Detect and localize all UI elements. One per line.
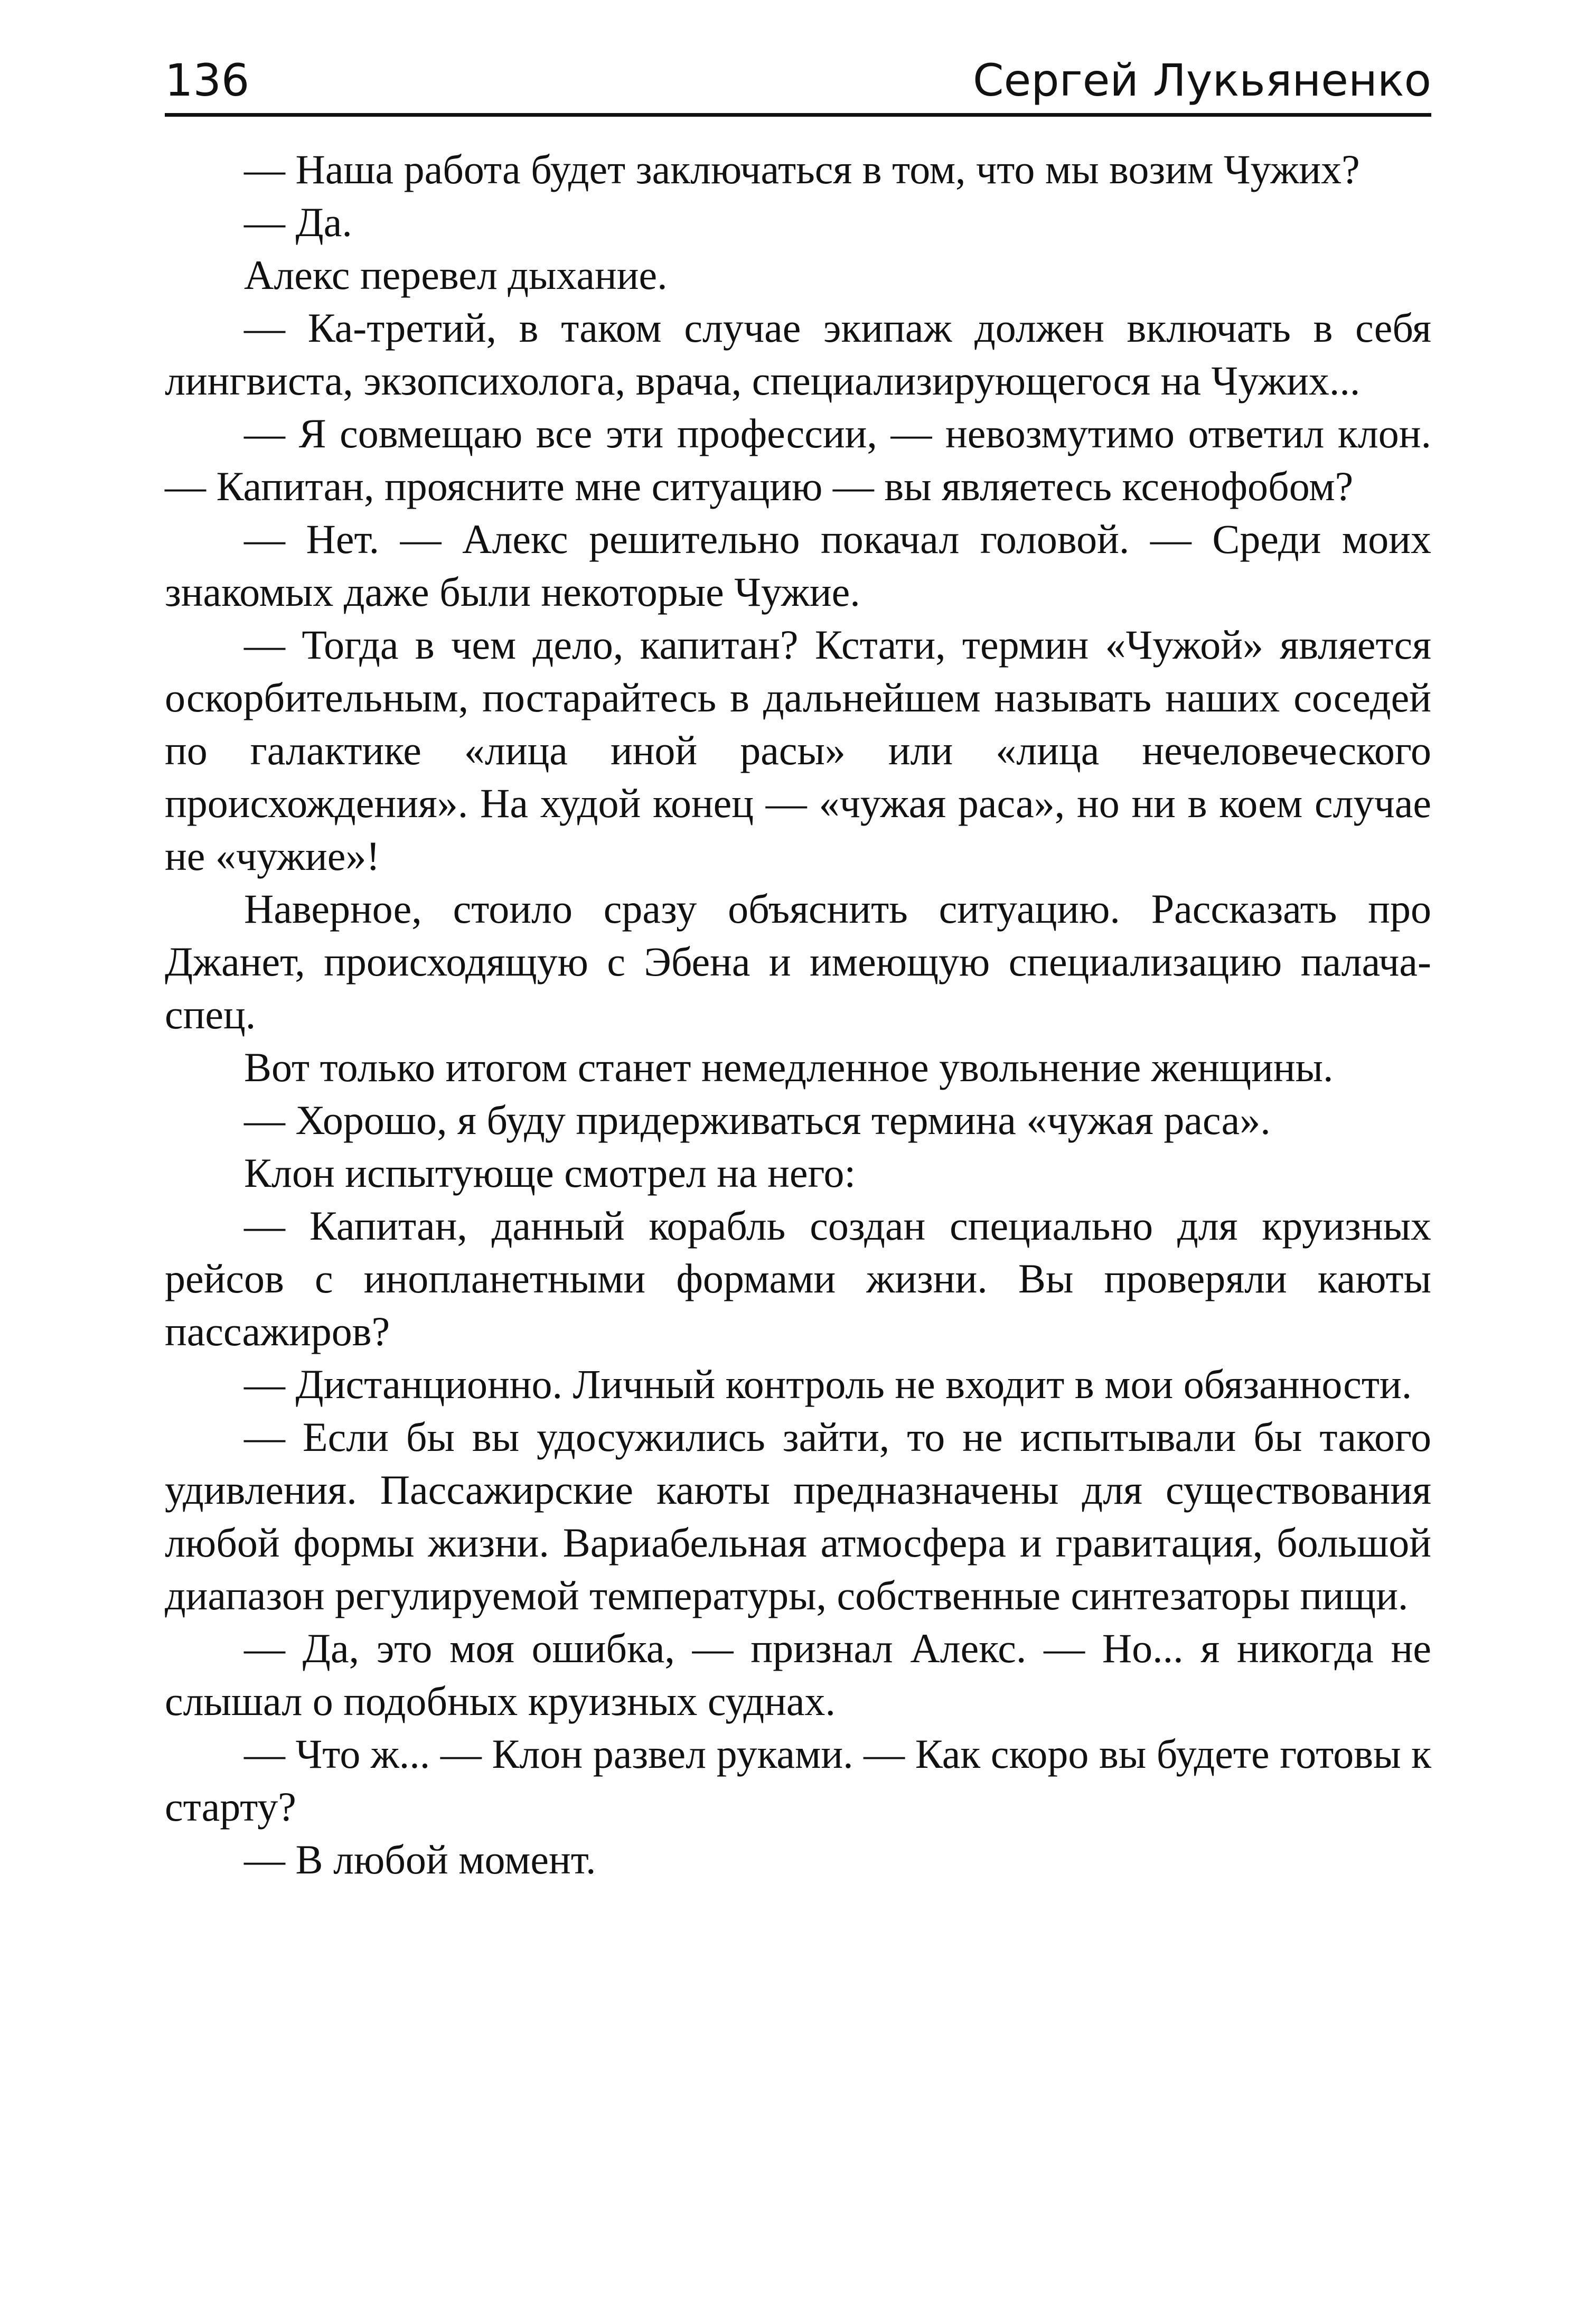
paragraph: Алекс перевел дыхание. <box>244 252 668 298</box>
paragraph: — Я совмещаю все эти профессии, — невозмутимо ответил клон. — Капитан, проясните мне ситуацию — вы являетесь ксенофобом? <box>165 410 1431 509</box>
paragraph: — Да. <box>244 199 352 245</box>
paragraph: Наверное, стоило сразу объяснить ситуацию. Рассказать про Джанет, происходящую с Эбена и имеющую специализацию палача-спец. <box>165 886 1431 1037</box>
paragraph: — Если бы вы удосужились зайти, то не испытывали бы такого удивления. Пассажирские каюты предназначены для существования любой формы жизни. Вариабельная атмосфера и гравитация, большой диапазон регулируемой температуры, собственные синтезаторы пищи. <box>165 1414 1431 1618</box>
paragraph: — Капитан, данный корабль создан специально для круизных рейсов с инопланетными формами жизни. Вы проверяли каюты пассажиров? <box>165 1203 1431 1354</box>
running-header <box>165 54 1431 117</box>
paragraph: — Да, это моя ошибка, — признал Алекс. — Но... я никогда не слышал о подобных круизных суднах. <box>165 1625 1431 1724</box>
body-text <box>165 143 1431 1886</box>
paragraph: — Что ж... — Клон развел руками. — Как скоро вы будете готовы к старту? <box>165 1731 1431 1830</box>
paragraph: Клон испытующе смотрел на него: <box>244 1150 856 1196</box>
paragraph: — Наша работа будет заключаться в том, что мы возим Чужих? <box>244 146 1360 192</box>
author-name: Сергей Лукьяненко <box>972 54 1431 106</box>
paragraph: — Ка-третий, в таком случае экипаж должен включать в себя лингвиста, экзопсихолога, врача, специализирующегося на Чужих... <box>165 305 1431 404</box>
paragraph: — В любой момент. <box>244 1836 596 1882</box>
paragraph: — Хорошо, я буду придерживаться термина «чужая раса». <box>244 1097 1271 1143</box>
paragraph: — Дистанционно. Личный контроль не входит в мои обязанности. <box>244 1361 1412 1407</box>
book-page <box>165 54 1431 1886</box>
paragraph: — Тогда в чем дело, капитан? Кстати, термин «Чужой» является оскорбительным, постарайтесь в дальнейшем называть наших соседей по галактике «лица иной расы» или «лица нечеловеческого происхождения». На худой конец — «чужая раса», но ни в коем случае не «чужие»! <box>165 622 1431 879</box>
paragraph: Вот только итогом станет немедленное увольнение женщины. <box>244 1044 1334 1090</box>
paragraph: — Нет. — Алекс решительно покачал головой. — Среди моих знакомых даже были некоторые Чужие. <box>165 516 1431 615</box>
page-number: 136 <box>165 54 250 106</box>
